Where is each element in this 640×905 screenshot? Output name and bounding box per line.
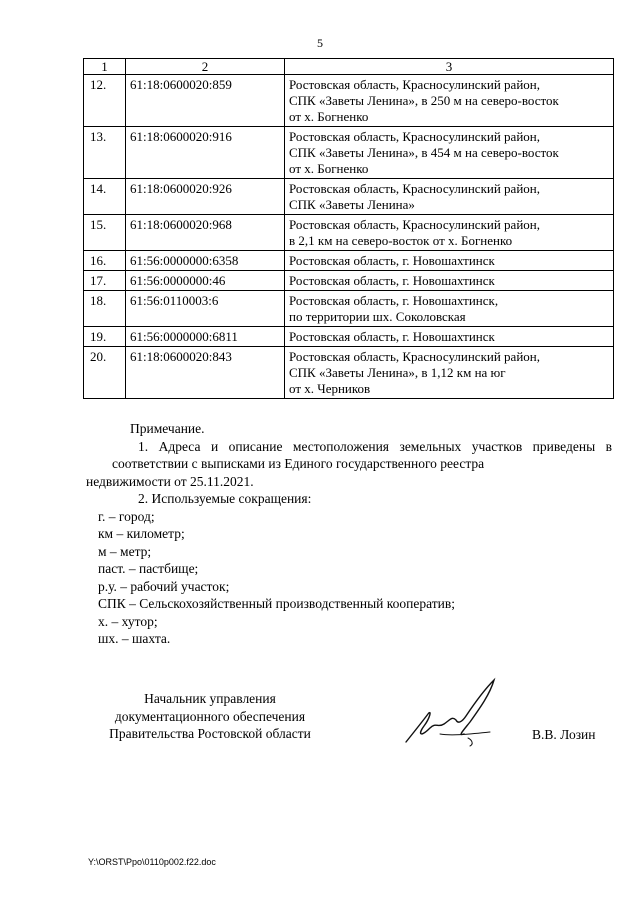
- row-number: 13.: [84, 127, 126, 179]
- plot-address: [285, 75, 614, 127]
- plot-address: [285, 327, 614, 347]
- notes-section: [86, 420, 612, 648]
- cadastral-number: 61:18:0600020:843: [126, 347, 285, 399]
- address-line: СПК «Заветы Ленина», в 454 м на северо-восток: [289, 145, 559, 160]
- abbreviation-item: м – метр;: [98, 543, 152, 559]
- address-line: СПК «Заветы Ленина»: [289, 197, 415, 212]
- plot-address: [285, 127, 614, 179]
- cadastral-number: 61:56:0110003:6: [126, 291, 285, 327]
- header-cell: 1: [84, 59, 126, 75]
- note-item-1-text: 1. Адреса и описание местоположения земельных участков приведены в соответствии с выписками из Единого государственного реестра: [112, 438, 612, 471]
- abbreviation-item: паст. – пастбище;: [98, 561, 199, 576]
- plot-address: [285, 271, 614, 291]
- address-line: Ростовская область, Красносулинский район,: [289, 129, 540, 144]
- abbreviation-item: шх. – шахта.: [98, 631, 171, 646]
- abbreviation-item: х. – хутор;: [98, 613, 158, 629]
- plot-address: [285, 215, 614, 251]
- table-row: [84, 347, 614, 399]
- cadastral-number: 61:18:0600020:926: [126, 179, 285, 215]
- position-line: Правительства Ростовской области: [109, 726, 311, 741]
- row-number: 14.: [84, 179, 126, 215]
- address-line: Ростовская область, Красносулинский район,: [289, 77, 540, 92]
- abbreviation-item: г. – город;: [98, 508, 155, 524]
- plot-address: [285, 251, 614, 271]
- row-number: 15.: [84, 215, 126, 251]
- signatory-name: В.В. Лозин: [532, 727, 596, 742]
- plot-address: [285, 347, 614, 399]
- address-line: Ростовская область, г. Новошахтинск,: [289, 293, 499, 308]
- note-item-1-end: недвижимости от 25.11.2021.: [86, 473, 254, 489]
- cadastral-number: 61:56:0000000:6358: [126, 251, 285, 271]
- table-header-row: [84, 59, 614, 75]
- row-number: 12.: [84, 75, 126, 127]
- table-row: [84, 251, 614, 271]
- position-line: документационного обеспечения: [114, 708, 306, 724]
- address-line: от х. Богненко: [289, 109, 369, 124]
- address-line: от х. Черников: [289, 381, 371, 396]
- note-item-1: [112, 438, 612, 473]
- position-line: Начальник управления: [144, 691, 276, 706]
- address-line: по территории шх. Соколовская: [289, 309, 466, 324]
- plot-address: [285, 291, 614, 327]
- table-row: [84, 271, 614, 291]
- row-number: 16.: [84, 251, 126, 271]
- header-cell: 3: [285, 59, 614, 75]
- abbreviation-item: СПК – Сельскохозяйственный производственный кооператив;: [98, 596, 455, 611]
- land-plots-table: [83, 58, 614, 399]
- abbreviation-item: р.у. – рабочий участок;: [98, 578, 230, 594]
- table-row: [84, 179, 614, 215]
- address-line: СПК «Заветы Ленина», в 1,12 км на юг: [289, 365, 506, 380]
- page-number: 5: [317, 36, 323, 50]
- table-row: [84, 291, 614, 327]
- table-row: [84, 327, 614, 347]
- address-line: Ростовская область, Красносулинский район,: [289, 181, 540, 196]
- notes-heading: Примечание.: [130, 421, 205, 436]
- abbreviation-list: [98, 508, 612, 648]
- cadastral-number: 61:18:0600020:916: [126, 127, 285, 179]
- address-line: Ростовская область, г. Новошахтинск: [289, 253, 495, 268]
- table-row: [84, 127, 614, 179]
- note-item-2: 2. Используемые сокращения:: [138, 491, 312, 506]
- cadastral-number: 61:56:0000000:6811: [126, 327, 285, 347]
- row-number: 19.: [84, 327, 126, 347]
- row-number: 18.: [84, 291, 126, 327]
- signatory-position: [90, 690, 330, 743]
- address-line: Ростовская область, г. Новошахтинск: [289, 329, 495, 344]
- row-number: 17.: [84, 271, 126, 291]
- abbreviation-item: км – километр;: [98, 526, 185, 541]
- cadastral-number: 61:18:0600020:968: [126, 215, 285, 251]
- handwritten-signature: [400, 676, 530, 756]
- table-row: [84, 215, 614, 251]
- cadastral-number: 61:18:0600020:859: [126, 75, 285, 127]
- address-line: Ростовская область, Красносулинский район,: [289, 217, 540, 232]
- table-row: [84, 75, 614, 127]
- row-number: 20.: [84, 347, 126, 399]
- address-line: в 2,1 км на северо-восток от х. Богненко: [289, 233, 513, 248]
- header-cell: 2: [126, 59, 285, 75]
- cadastral-number: 61:56:0000000:46: [126, 271, 285, 291]
- file-path-footer: Y:\ORST\Ppo\0110p002.f22.doc: [88, 857, 216, 867]
- address-line: Ростовская область, Красносулинский район,: [289, 349, 540, 364]
- plot-address: [285, 179, 614, 215]
- address-line: СПК «Заветы Ленина», в 250 м на северо-восток: [289, 93, 559, 108]
- address-line: от х. Богненко: [289, 161, 369, 176]
- address-line: Ростовская область, г. Новошахтинск: [289, 273, 495, 288]
